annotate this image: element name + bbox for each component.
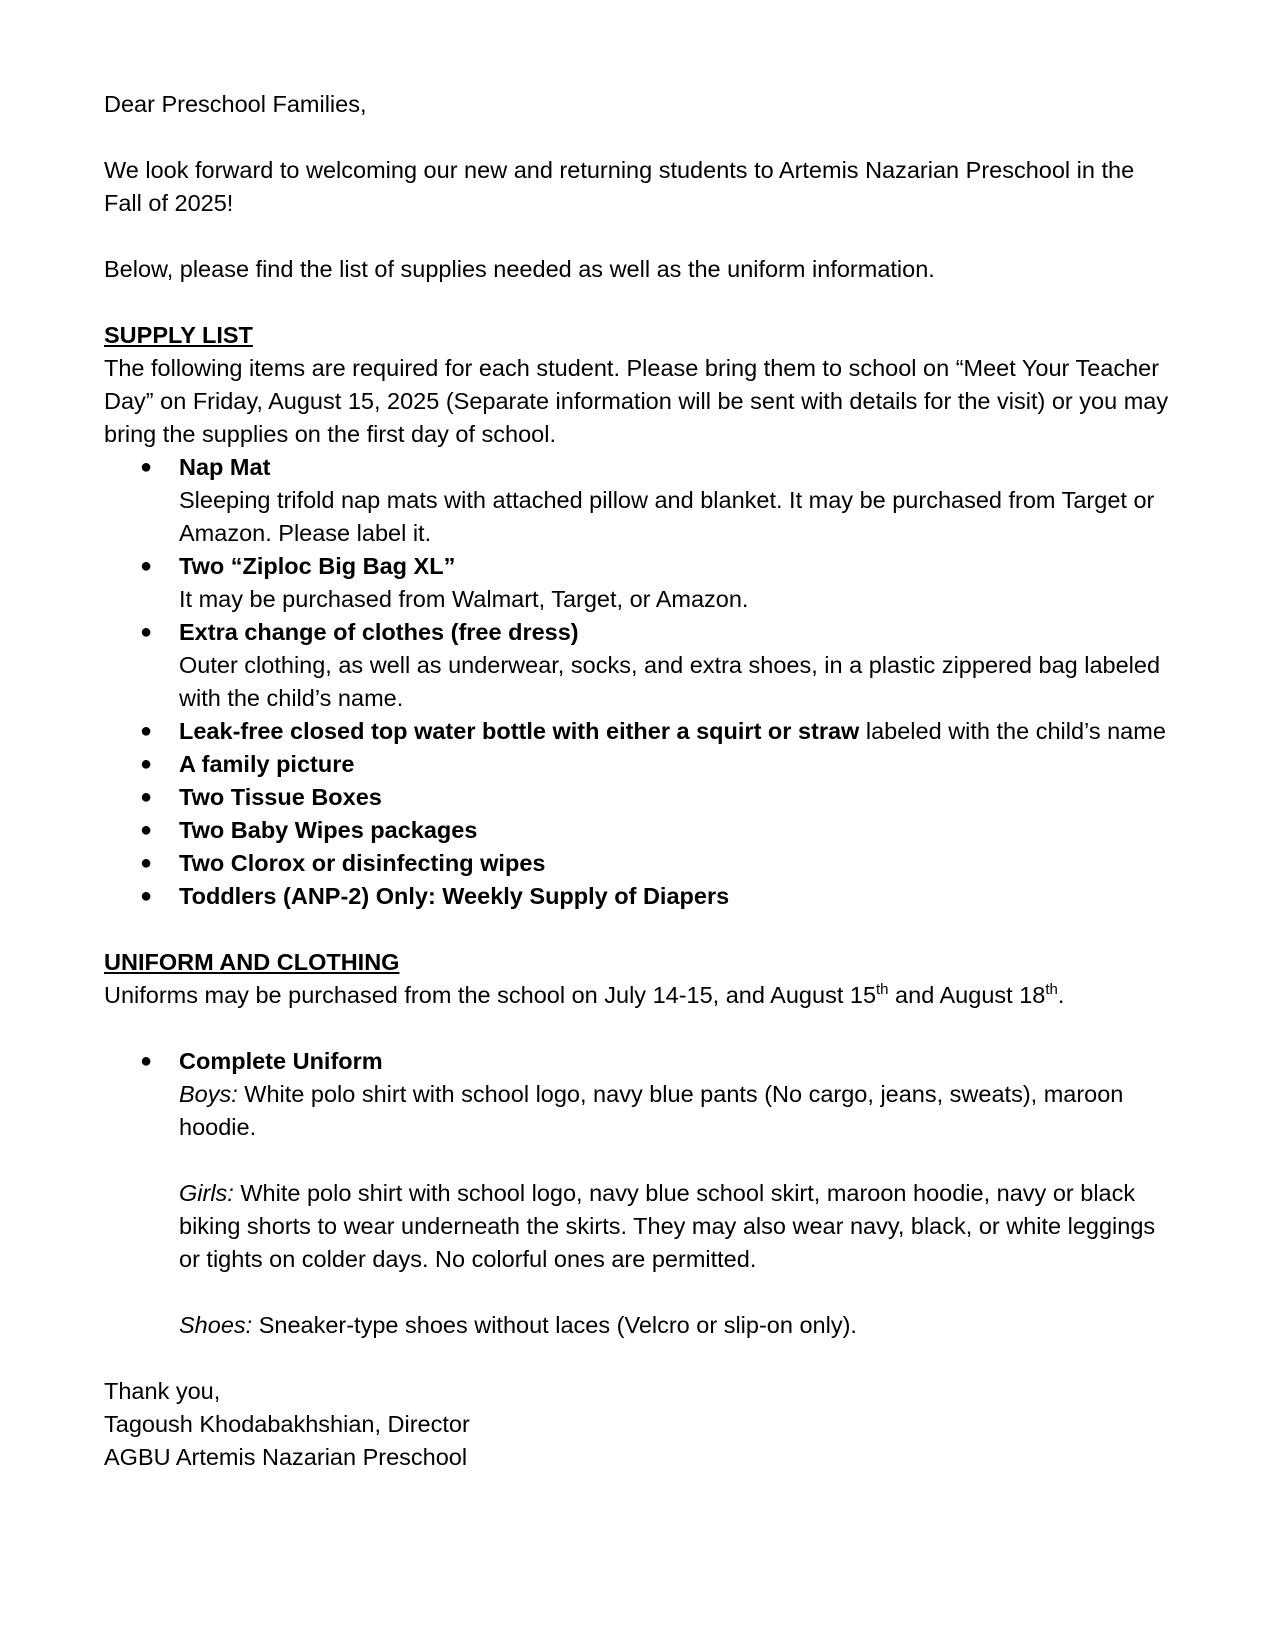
boys-label: Boys: [179, 1081, 238, 1107]
signer-name: Tagoush Khodabakhshian, Director [104, 1411, 470, 1437]
supply-item-title: Two “Ziploc Big Bag XL” [179, 553, 456, 579]
supply-item-suffix: labeled with the child’s name [859, 718, 1166, 744]
bullet: ● [140, 753, 153, 775]
girls-label: Girls: [179, 1180, 234, 1206]
intro-paragraph: We look forward to welcoming our new and returning students to Artemis Nazarian Preschool in the Fall of 2025! [104, 157, 1135, 216]
supply-item-title: Leak-free closed top water bottle with either a squirt or straw [179, 718, 860, 744]
supply-list [104, 451, 1174, 913]
bullet: ● [140, 621, 153, 643]
uniform-intro: Uniforms may be purchased from the school on July 14-15, and August 15th and August 18th. [104, 981, 1065, 1008]
bullet: ● [140, 1050, 153, 1072]
supply-item-title: Two Baby Wipes packages [179, 817, 478, 843]
uniform-item-title: Complete Uniform [179, 1048, 383, 1074]
bullet: ● [140, 786, 153, 808]
supply-item [104, 616, 1174, 715]
supply-item-desc: It may be purchased from Walmart, Target, or Amazon. [179, 586, 749, 612]
supply-item-title: Extra change of clothes (free dress) [179, 619, 579, 645]
supply-item-title: A family picture [179, 751, 355, 777]
supply-item [104, 781, 1174, 814]
bullet: ● [140, 456, 153, 478]
supply-item-title: Nap Mat [179, 454, 271, 480]
uniform-heading: UNIFORM AND CLOTHING [104, 949, 400, 975]
bullet: ● [140, 852, 153, 874]
boys-text: White polo shirt with school logo, navy blue pants (No cargo, jeans, sweats), maroon hoodie. [179, 1081, 1124, 1140]
uniform-list [104, 1045, 1174, 1342]
letter-body [104, 88, 1174, 1474]
supply-item-title: Two Clorox or disinfecting wipes [179, 850, 546, 876]
supply-item [104, 847, 1174, 880]
shoes-text: Sneaker-type shoes without laces (Velcro or slip-on only). [252, 1312, 857, 1338]
girls-text: White polo shirt with school logo, navy blue school skirt, maroon hoodie, navy or black biking shorts to wear underneath the skirts. They may also wear navy, black, or white leggings or tights on colder days. No colorful ones are permitted. [179, 1180, 1156, 1272]
shoes-label: Shoes: [179, 1312, 253, 1338]
bullet: ● [140, 555, 153, 577]
supply-item [104, 814, 1174, 847]
uniform-item [104, 1045, 1174, 1342]
supply-list-heading: SUPPLY LIST [104, 322, 253, 348]
supply-item-desc: Outer clothing, as well as underwear, socks, and extra shoes, in a plastic zippered bag labeled with the child’s name. [179, 652, 1161, 711]
supply-item [104, 748, 1174, 781]
bullet: ● [140, 819, 153, 841]
supply-item [104, 451, 1174, 550]
supply-item [104, 880, 1174, 913]
signer-org: AGBU Artemis Nazarian Preschool [104, 1444, 468, 1470]
bullet: ● [140, 885, 153, 907]
supply-list-intro: The following items are required for each student. Please bring them to school on “Meet Your Teacher Day” on Friday, August 15, 2025 (Separate information will be sent with details for the visit) or you may bring the supplies on the first day of school. [104, 355, 1169, 447]
supply-item-desc: Sleeping trifold nap mats with attached pillow and blanket. It may be purchased from Target or Amazon. Please label it. [179, 487, 1155, 546]
girls-uniform [179, 1177, 1174, 1276]
supply-item [104, 550, 1174, 616]
bullet: ● [140, 720, 153, 742]
closing: Thank you, [104, 1378, 221, 1404]
supply-item-title: Two Tissue Boxes [179, 784, 382, 810]
boys-uniform [179, 1078, 1174, 1144]
greeting: Dear Preschool Families, [104, 91, 367, 117]
below-paragraph: Below, please find the list of supplies needed as well as the uniform information. [104, 256, 935, 282]
supply-item [104, 715, 1174, 748]
shoes-uniform [179, 1309, 1174, 1342]
supply-item-title: Toddlers (ANP-2) Only: Weekly Supply of Diapers [179, 883, 730, 909]
